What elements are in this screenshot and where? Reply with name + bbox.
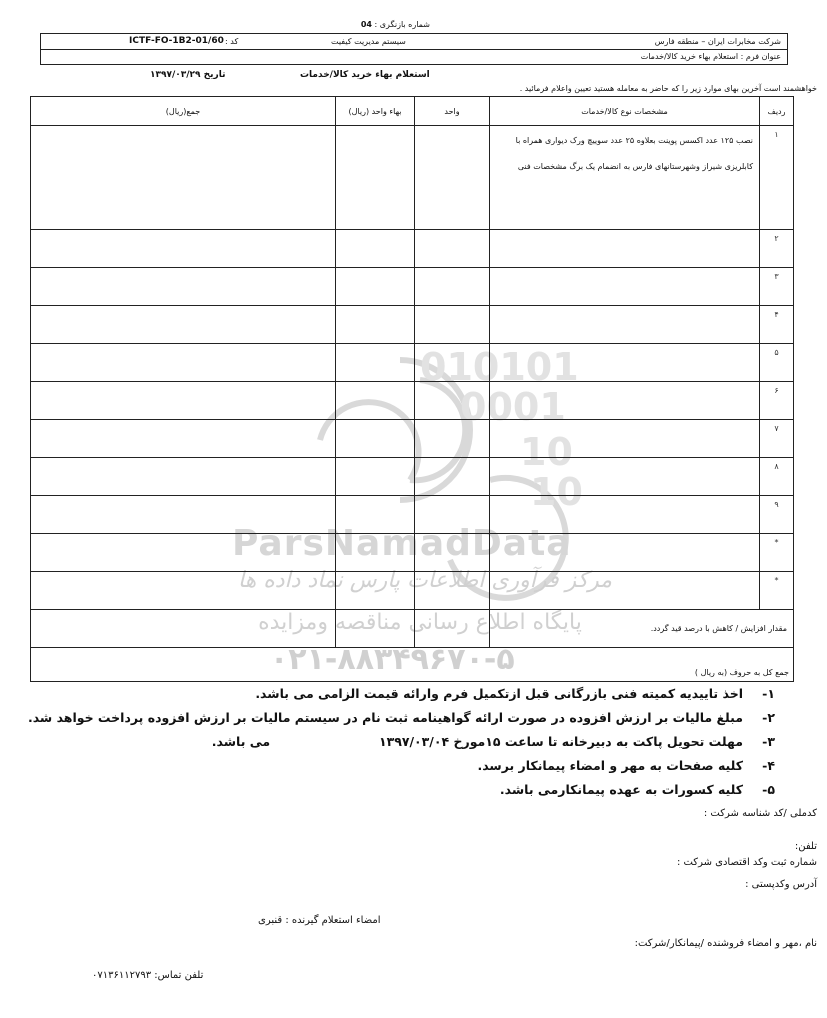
increase-decrease-note: مقدار افزایش / کاهش با درصد قید گردد.: [490, 610, 794, 648]
watermark-line2: پایگاه اطلاع رسانی مناقصه ومزایده: [258, 610, 582, 635]
row-number: ۹: [760, 496, 794, 534]
col-unit-price: بهاء واحد (ریال): [336, 97, 415, 126]
unit-cell[interactable]: [415, 268, 490, 306]
condition-number: ۵-: [762, 782, 775, 797]
table-row: [31, 420, 794, 458]
svg-text:010101: 010101: [420, 345, 579, 389]
row-number: ۵: [760, 344, 794, 382]
condition-item: [75, 734, 775, 758]
table-row: [31, 458, 794, 496]
unit-price-cell[interactable]: [336, 344, 415, 382]
row-number: ۲: [760, 230, 794, 268]
row-number: ۶: [760, 382, 794, 420]
desc-cell[interactable]: [490, 344, 760, 382]
condition-item: [75, 686, 775, 710]
row-number: ۳: [760, 268, 794, 306]
total-cell[interactable]: [31, 306, 336, 344]
total-cell[interactable]: [31, 126, 336, 230]
watermark-line1: مرکز فرآوری اطلاعات پارس نماد داده ها: [237, 568, 613, 593]
request-text: خواهشمند است آخرین بهای موارد زیر را که حاضر به معامله هستید تعیین واعلام فرمائید .: [519, 84, 817, 93]
condition-number: ۳-: [762, 734, 775, 749]
condition-text: کلیه صفحات به مهر و امضاء پیمانکار برسد.: [477, 758, 743, 773]
unit-price-cell[interactable]: [336, 420, 415, 458]
table-row: [31, 268, 794, 306]
watermark-brand: ParsNamadData: [232, 523, 572, 564]
items-table: [30, 96, 794, 682]
svg-text:10: 10: [520, 430, 573, 474]
total-cell[interactable]: [31, 420, 336, 458]
form-code: ICTF-FO-1B2-01/60: [129, 36, 224, 46]
row-number: *: [760, 572, 794, 610]
total-cell[interactable]: [31, 496, 336, 534]
sub-title: استعلام بهاء خرید کالا/خدمات: [300, 70, 430, 80]
unit-price-cell[interactable]: [336, 126, 415, 230]
watermark-phone: ۰۲۱-۸۸۳۴۹۶۷۰-۵: [270, 642, 515, 677]
unit-cell[interactable]: [415, 230, 490, 268]
date: تاریخ ۱۳۹۷/۰۳/۲۹: [150, 70, 226, 80]
unit-price-cell[interactable]: [336, 496, 415, 534]
condition-text: کلیه کسورات به عهده پیمانکارمی باشد.: [499, 782, 743, 797]
row-number: ۱: [760, 126, 794, 230]
total-cell[interactable]: [31, 230, 336, 268]
table-row: [31, 496, 794, 534]
table-row: [31, 230, 794, 268]
unit-price-cell[interactable]: [336, 458, 415, 496]
total-cell[interactable]: [31, 382, 336, 420]
desc-cell[interactable]: [490, 268, 760, 306]
registration-field[interactable]: شماره ثبت وکد اقتصادی شرکت :: [676, 857, 817, 868]
desc-cell[interactable]: [490, 458, 760, 496]
condition-item: [75, 758, 775, 782]
total-cell[interactable]: [31, 572, 336, 610]
address-field[interactable]: آدرس وکدپستی :: [745, 879, 817, 890]
company-name: شرکت مخابرات ایران – منطقه فارس: [654, 37, 781, 46]
total-in-words-label: جمع کل به حروف (به ریال ): [31, 648, 794, 682]
condition-item: [75, 782, 775, 806]
condition-number: ۴-: [762, 758, 775, 773]
condition-text: مبلغ مالیات بر ارزش افزوده در صورت ارائه گواهینامه ثبت نام در سیستم مالیات بر ارزش افزوده پرداخت خواهد شد.: [27, 710, 743, 725]
phone-field[interactable]: تلفن:: [794, 841, 817, 852]
condition-item: [27, 710, 775, 734]
total-cell[interactable]: [31, 610, 336, 648]
condition-text: اخذ تاییدیه کمیته فنی بازرگانی قبل ازتکمیل فرم وارائه قیمت الزامی می باشد.: [255, 686, 743, 701]
table-row: [31, 382, 794, 420]
system-name: سیستم مدیریت کیفیت: [331, 37, 406, 46]
unit-price-cell[interactable]: [336, 534, 415, 572]
table-row: [31, 534, 794, 572]
row-number: ۸: [760, 458, 794, 496]
condition-number: ۲-: [762, 710, 775, 725]
unit-cell[interactable]: [415, 534, 490, 572]
unit-cell[interactable]: [415, 344, 490, 382]
signer-name: امضاء استعلام گیرنده : قنبری: [258, 915, 381, 926]
header-box: [40, 33, 788, 65]
national-id-field[interactable]: کدملی /کد شناسه شرکت :: [703, 808, 817, 819]
item-description: نصب ۱۲۵ عدد اکسس پوینت بعلاوه ۲۵ عدد سوییچ ورک دیواری همراه با کابلریزی شیراز وشهرستانهای فارس به انضمام یک برگ مشخصات فنی: [490, 126, 760, 230]
col-total: جمع(ریال): [31, 97, 336, 126]
unit-cell[interactable]: [415, 572, 490, 610]
desc-cell[interactable]: [490, 306, 760, 344]
unit-cell[interactable]: [415, 496, 490, 534]
total-cell[interactable]: [31, 458, 336, 496]
unit-cell[interactable]: [415, 126, 490, 230]
unit-price-cell[interactable]: [336, 306, 415, 344]
svg-text:0001: 0001: [460, 385, 566, 429]
table-row: [31, 572, 794, 610]
unit-price-cell[interactable]: [336, 268, 415, 306]
col-desc: مشخصات نوع کالا/خدمات: [490, 97, 760, 126]
row-number: ۴: [760, 306, 794, 344]
table-row: [31, 344, 794, 382]
table-header-row: [31, 97, 794, 126]
revision-label: شماره بازنگری :: [374, 20, 430, 29]
conditions-list: [27, 686, 775, 806]
unit-cell[interactable]: [415, 306, 490, 344]
revision-number: [300, 20, 430, 29]
col-row: ردیف: [760, 97, 794, 126]
note-row: [31, 610, 794, 648]
total-cell[interactable]: [31, 268, 336, 306]
row-number: ۷: [760, 420, 794, 458]
contact-phone: تلفن تماس: ۰۷۱۳۶۱۱۲۷۹۳: [92, 970, 204, 981]
total-row: [31, 648, 794, 682]
code-label: کد :: [225, 37, 239, 46]
row-number: *: [760, 534, 794, 572]
svg-text:10: 10: [530, 470, 583, 514]
total-cell[interactable]: [31, 534, 336, 572]
seller-signature-field[interactable]: نام ،مهر و امضاء فروشنده /پیمانکار/شرکت:: [634, 938, 817, 949]
desc-cell[interactable]: [490, 230, 760, 268]
unit-price-cell[interactable]: [336, 230, 415, 268]
unit-cell[interactable]: [415, 420, 490, 458]
col-unit: واحد: [415, 97, 490, 126]
desc-cell[interactable]: [490, 420, 760, 458]
desc-cell[interactable]: [490, 534, 760, 572]
table-row: [31, 126, 794, 230]
header-divider: [41, 49, 787, 50]
table-row: [31, 306, 794, 344]
unit-price-cell[interactable]: [336, 610, 415, 648]
unit-cell[interactable]: [415, 458, 490, 496]
total-cell[interactable]: [31, 344, 336, 382]
revision-value: 04: [360, 20, 372, 29]
unit-cell[interactable]: [415, 382, 490, 420]
condition-number: ۱-: [762, 686, 775, 701]
unit-price-cell[interactable]: [336, 572, 415, 610]
form-title: عنوان فرم : استعلام بهاء خرید کالا/خدمات: [640, 52, 781, 61]
condition-text: مهلت تحویل پاکت به دبیرخانه تا ساعت ۱۵مورخ ۱۳۹۷/۰۳/۰۴ می باشد.: [211, 734, 743, 749]
desc-cell[interactable]: [490, 496, 760, 534]
desc-cell[interactable]: [490, 572, 760, 610]
unit-cell[interactable]: [415, 610, 490, 648]
desc-cell[interactable]: [490, 382, 760, 420]
unit-price-cell[interactable]: [336, 382, 415, 420]
